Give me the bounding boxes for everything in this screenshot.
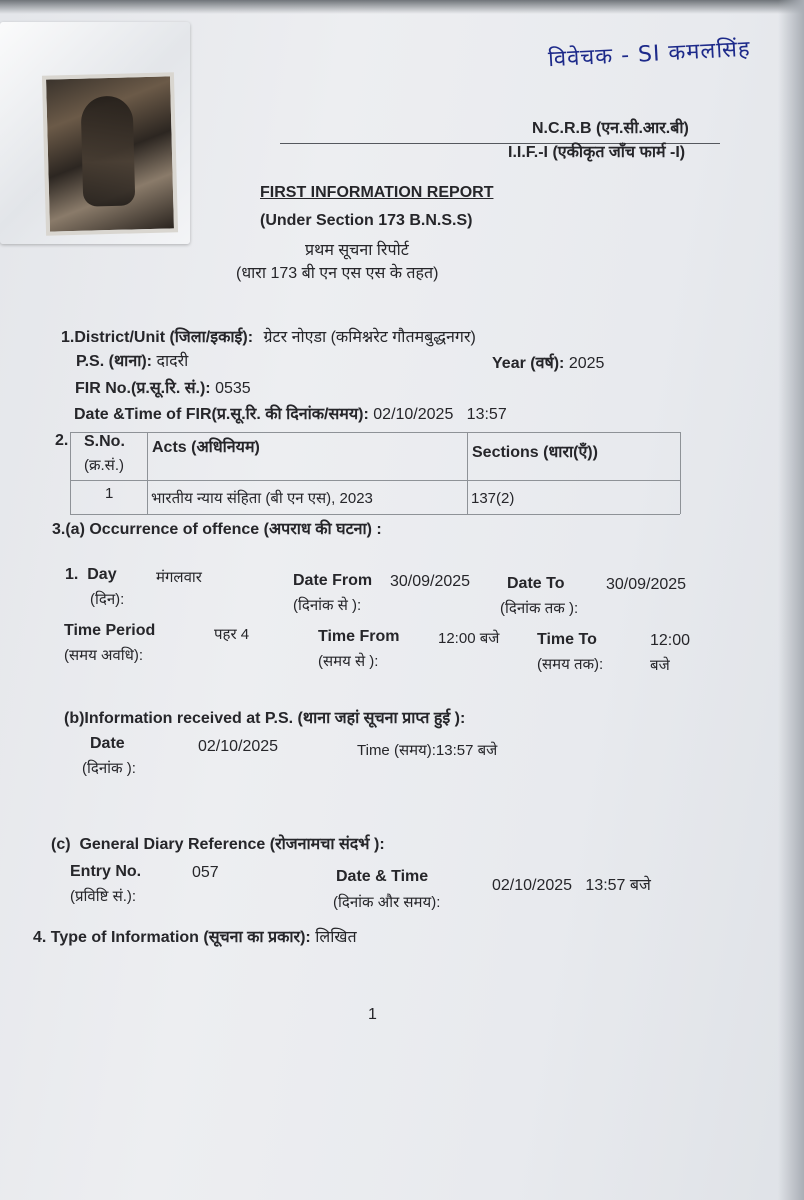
time-period-label-hindi: (समय अवधि): [64, 647, 144, 664]
ps-value: दादरी [156, 353, 189, 370]
entry-no-value: 057 [192, 864, 219, 881]
district-value: ग्रेटर नोएडा (कमिश्नरेट गौतमबुद्धनगर) [263, 329, 476, 346]
day-label: 1. Day [65, 566, 117, 583]
time-to-label: Time To [537, 631, 597, 648]
info-date-value: 02/10/2025 [198, 738, 279, 755]
info-time: Time (समय):13:57 बजे [357, 742, 498, 759]
time-period-value: पहर 4 [214, 626, 250, 643]
date-to-label-hindi: (दिनांक तक ): [500, 600, 579, 617]
year-value: 2025 [568, 355, 605, 372]
time-period-label: Time Period [64, 622, 156, 639]
fir-no-label: FIR No.(प्र.सू.रि. सं.): [75, 380, 211, 397]
fir-no-value: 0535 [215, 380, 251, 397]
date-to-label: Date To [507, 575, 565, 592]
report-section: (Under Section 173 B.N.S.S) [260, 212, 473, 229]
diary-datetime-value: 02/10/2025 13:57 बजे [492, 877, 651, 894]
table-header-acts: Acts (अधिनियम) [152, 439, 260, 456]
item1-number: 1. [61, 329, 75, 346]
info-type-label: 4. Type of Information (सूचना का प्रकार): [33, 929, 311, 946]
year-label: Year (वर्ष): [492, 355, 565, 372]
page-number: 1 [368, 1006, 377, 1023]
info-date-label-hindi: (दिनांक ): [82, 760, 136, 777]
report-section-hindi: (धारा 173 बी एन एस एस के तहत) [236, 265, 439, 282]
date-to-value: 30/09/2025 [606, 576, 687, 593]
date-from-label: Date From [293, 572, 373, 589]
time-from-label-hindi: (समय से ): [318, 653, 379, 670]
diary-datetime-label-hindi: (दिनांक और समय): [333, 894, 441, 911]
info-type-value: लिखित [315, 929, 357, 946]
district-label: District/Unit (जिला/इकाई): [74, 329, 254, 346]
time-from-label: Time From [318, 628, 400, 645]
table-row-act: भारतीय न्याय संहिता (बी एन एस), 2023 [151, 490, 373, 507]
table-header-sno-hindi: (क्र.सं.) [84, 457, 124, 474]
time-to-value-suffix: बजे [650, 657, 670, 674]
info-date-label: Date [90, 735, 125, 752]
ps-label: P.S. (थाना): [76, 353, 152, 370]
entry-no-label-hindi: (प्रविष्टि सं.): [70, 888, 137, 905]
time-to-label-hindi: (समय तक): [537, 656, 604, 673]
accused-photo [42, 72, 178, 235]
ncrb-label: N.C.R.B (एन.सी.आर.बी) [532, 120, 689, 137]
report-title: FIRST INFORMATION REPORT [260, 184, 494, 201]
table-header-sections: Sections (धारा(एँ)) [472, 444, 598, 461]
day-label-hindi: (दिन): [90, 591, 125, 608]
table-header-sno: S.No. [84, 433, 125, 450]
item2-number: 2. [55, 432, 69, 449]
report-title-hindi: प्रथम सूचना रिपोर्ट [305, 242, 409, 259]
fir-datetime-value: 02/10/2025 13:57 [373, 406, 507, 423]
diary-datetime-label: Date & Time [336, 868, 429, 885]
table-row-section: 137(2) [471, 490, 515, 507]
time-from-value: 12:00 बजे [438, 630, 500, 647]
entry-no-label: Entry No. [70, 863, 142, 880]
iif-label: I.I.F.-I (एकीकृत जाँच फार्म -I) [508, 144, 686, 161]
handwritten-note: विवेचक - SI कमलसिंह [547, 36, 752, 73]
time-to-value: 12:00 [650, 632, 691, 649]
day-value: मंगलवार [156, 569, 202, 586]
fir-datetime-label: Date &Time of FIR(प्र.सू.रि. की दिनांक/समय): [74, 406, 369, 423]
info-received-heading: (b)Information received at P.S. (थाना जहां सूचना प्राप्त हुई ): [64, 710, 466, 727]
general-diary-heading: (c) General Diary Reference (रोजनामचा संदर्भ ): [51, 836, 385, 853]
occurrence-heading: 3.(a) Occurrence of offence (अपराध की घटना) : [52, 521, 382, 538]
date-from-value: 30/09/2025 [390, 573, 471, 590]
date-from-label-hindi: (दिनांक से ): [293, 597, 362, 614]
table-row-sno: 1 [105, 485, 114, 502]
